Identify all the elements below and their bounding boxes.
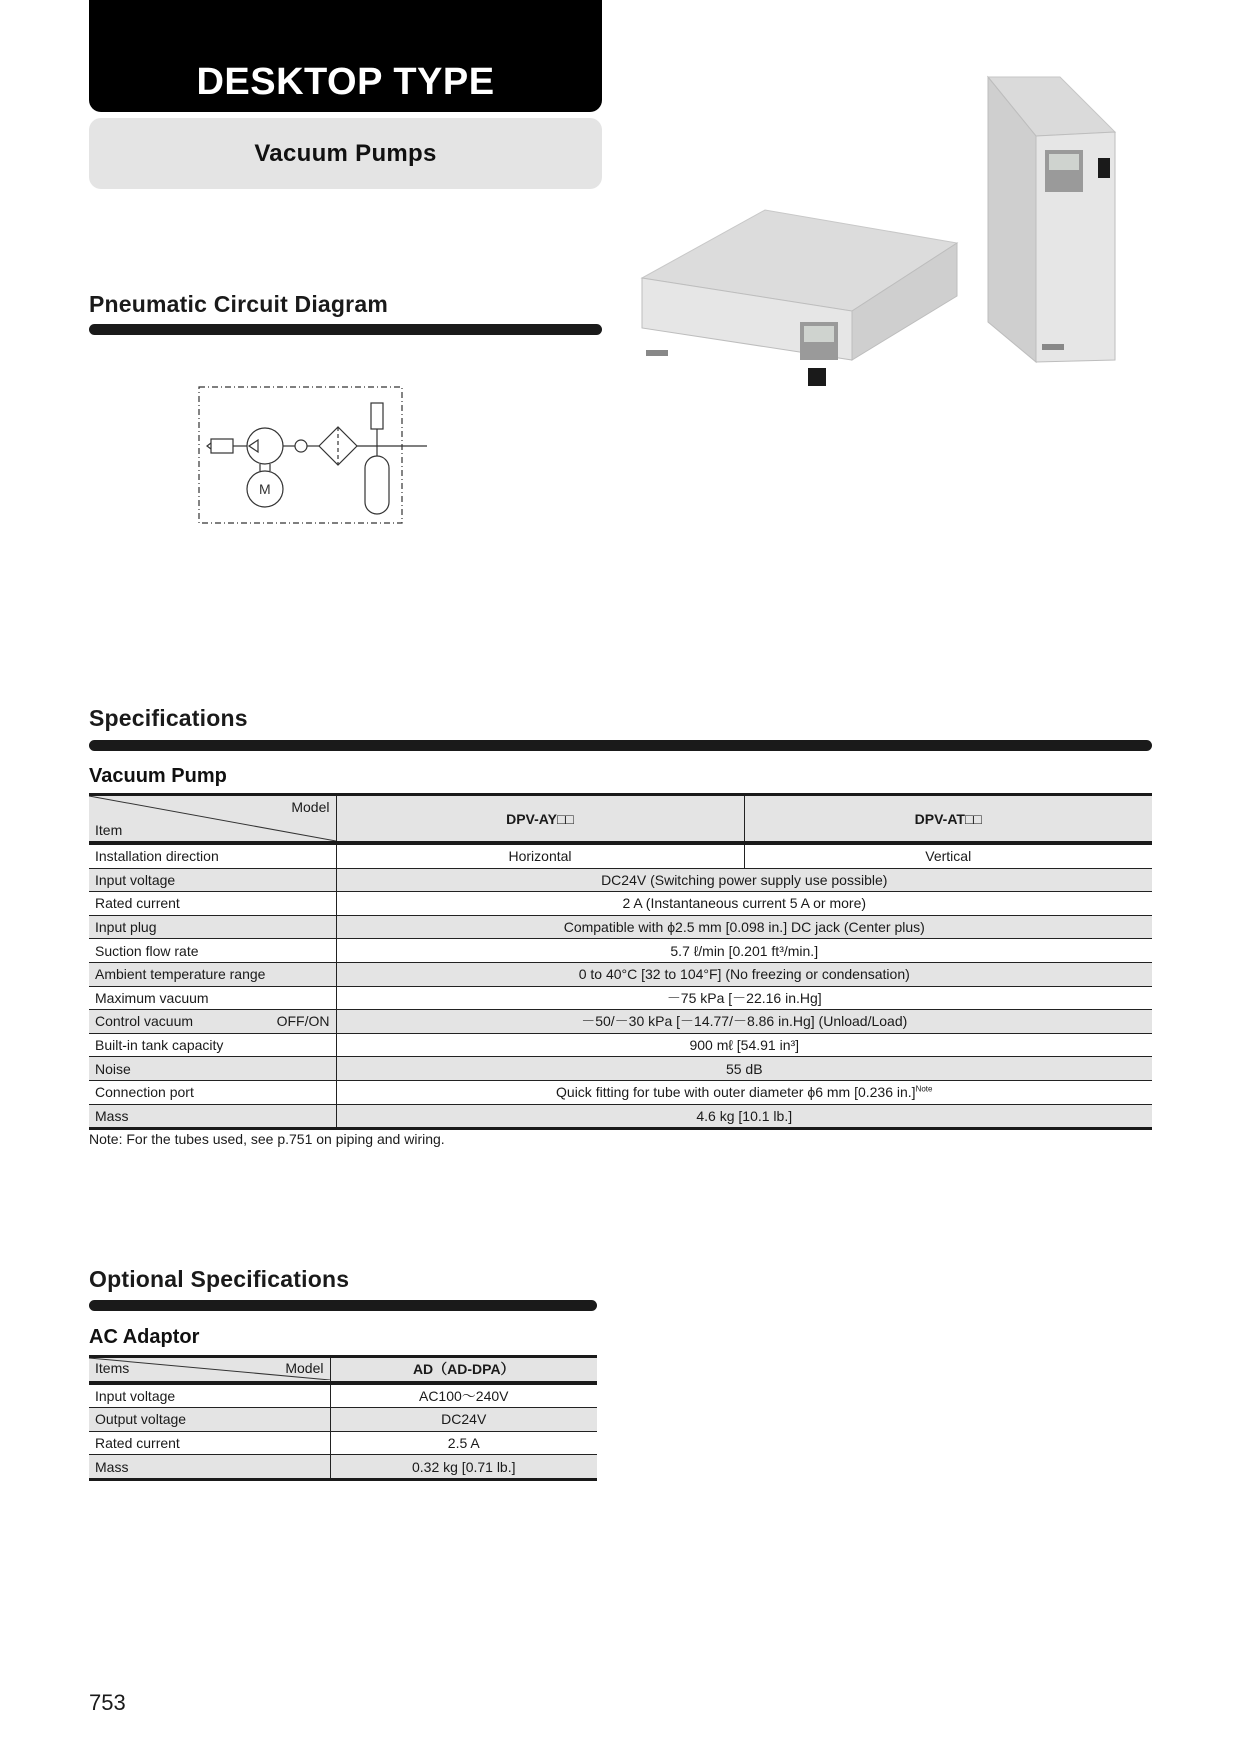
model-label: Model — [285, 1360, 324, 1376]
row-label: Suction flow rate — [89, 939, 336, 963]
row-value: 0 to 40°C [32 to 104°F] (No freezing or condensation) — [336, 962, 1152, 986]
table-row — [89, 1431, 597, 1455]
table-row — [89, 868, 1152, 892]
vertical-unit-image — [988, 77, 1115, 362]
row-value: 4.6 kg [10.1 lb.] — [336, 1104, 1152, 1129]
table-row — [89, 1010, 1152, 1034]
optional-specifications-heading: Optional Specifications — [89, 1266, 350, 1292]
row-label: Installation direction — [89, 843, 336, 868]
row-label: Input voltage — [89, 1383, 330, 1408]
row-value: Compatible with ϕ2.5 mm [0.098 in.] DC jack (Center plus) — [336, 915, 1152, 939]
header-diagonal-cell — [89, 1357, 330, 1383]
row-value: 2.5 A — [330, 1431, 597, 1455]
model-column-header: DPV-AY□□ — [336, 795, 744, 844]
row-value: －75 kPa [－22.16 in.Hg] — [336, 986, 1152, 1010]
table-row — [89, 1383, 597, 1408]
specifications-heading: Specifications — [89, 705, 248, 731]
row-label: Maximum vacuum — [89, 986, 336, 1010]
table-row — [89, 1104, 1152, 1129]
row-label: Connection port — [89, 1080, 336, 1104]
page-number: 753 — [89, 1690, 126, 1715]
row-label: Built-in tank capacity — [89, 1033, 336, 1057]
product-photo — [630, 60, 1170, 420]
motor-label: M — [259, 481, 271, 497]
row-label: Mass — [89, 1455, 330, 1480]
table-row — [89, 915, 1152, 939]
table-row — [89, 843, 1152, 868]
table-row — [89, 986, 1152, 1010]
row-value: DC24V (Switching power supply use possible) — [336, 868, 1152, 892]
page-subtitle-banner — [89, 118, 602, 189]
row-value: Vertical — [744, 843, 1152, 868]
row-value: －50/－30 kPa [－14.77/－8.86 in.Hg] (Unload/Load) — [336, 1010, 1152, 1034]
row-label: Mass — [89, 1104, 336, 1129]
row-label-text: Control vacuum — [95, 1013, 194, 1030]
model-column-header: DPV-AT□□ — [744, 795, 1152, 844]
table-row — [89, 1057, 1152, 1081]
table-row — [89, 1033, 1152, 1057]
pneumatic-circuit-diagram — [195, 383, 435, 528]
horizontal-unit-image — [642, 210, 957, 386]
table-row — [89, 1080, 1152, 1104]
note-marker: Note — [915, 1084, 933, 1094]
section-divider-bar — [89, 1300, 597, 1311]
table-row — [89, 939, 1152, 963]
ac-adaptor-subheading: AC Adaptor — [89, 1326, 200, 1348]
row-label-suffix: OFF/ON — [276, 1013, 330, 1030]
vacuum-pump-spec-table — [89, 793, 1152, 1130]
section-divider-bar — [89, 324, 602, 335]
table-row — [89, 962, 1152, 986]
table-row — [89, 892, 1152, 916]
row-value: 2 A (Instantaneous current 5 A or more) — [336, 892, 1152, 916]
item-label: Item — [95, 822, 123, 838]
row-value: Horizontal — [336, 843, 744, 868]
page-title: DESKTOP TYPE — [196, 61, 495, 103]
items-label: Items — [95, 1360, 130, 1376]
row-value: 0.32 kg [0.71 lb.] — [330, 1455, 597, 1480]
row-label: Input plug — [89, 915, 336, 939]
table-row — [89, 1455, 597, 1480]
model-column-header: AD（AD-DPA） — [330, 1357, 597, 1383]
row-label: Rated current — [89, 1431, 330, 1455]
row-value: 5.7 ℓ/min [0.201 ft³/min.] — [336, 939, 1152, 963]
row-label: Noise — [89, 1057, 336, 1081]
ac-adaptor-spec-table — [89, 1355, 597, 1481]
footnote: Note: For the tubes used, see p.751 on piping and wiring. — [89, 1131, 445, 1147]
row-value: 900 mℓ [54.91 in³] — [336, 1033, 1152, 1057]
row-label: Rated current — [89, 892, 336, 916]
header-diagonal-cell — [89, 795, 336, 844]
section-divider-bar — [89, 740, 1152, 751]
row-value-text: Quick fitting for tube with outer diameter ϕ6 mm [0.236 in.] — [556, 1084, 916, 1101]
table-row — [89, 1408, 597, 1432]
vacuum-pump-subheading: Vacuum Pump — [89, 765, 227, 787]
row-label: Input voltage — [89, 868, 336, 892]
page-subtitle: Vacuum Pumps — [254, 139, 437, 167]
row-label: Output voltage — [89, 1408, 330, 1432]
row-label — [89, 1010, 336, 1034]
row-value — [336, 1080, 1152, 1104]
model-label: Model — [291, 799, 330, 815]
circuit-heading: Pneumatic Circuit Diagram — [89, 291, 388, 317]
row-value: DC24V — [330, 1408, 597, 1432]
row-label: Ambient temperature range — [89, 962, 336, 986]
row-value: 55 dB — [336, 1057, 1152, 1081]
page-title-banner — [89, 0, 602, 112]
row-value: AC100～240V — [330, 1383, 597, 1408]
